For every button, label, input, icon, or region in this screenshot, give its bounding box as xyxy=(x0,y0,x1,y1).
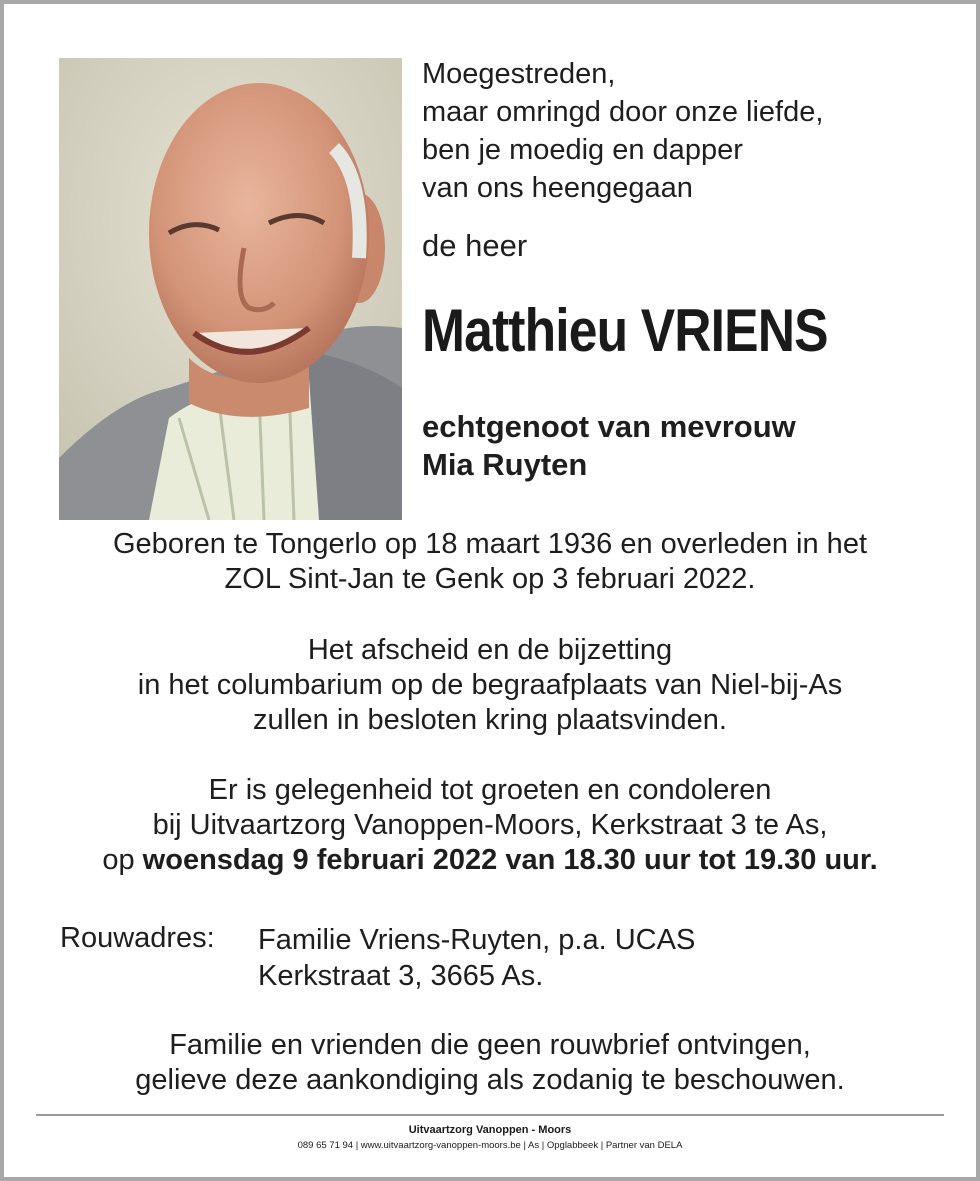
closing-note xyxy=(40,1028,940,1098)
birth-death-info xyxy=(40,527,940,597)
mourning-address xyxy=(258,922,695,994)
visitation-prefix: op xyxy=(102,844,143,876)
farewell-line: Het afscheid en de bijzetting xyxy=(307,634,673,666)
closing-line: gelieve deze aankondiging als zodanig te beschouwen. xyxy=(135,1064,845,1096)
poem-line: ben je moedig en dapper xyxy=(422,134,743,166)
poem-line: van ons heengegaan xyxy=(422,172,693,204)
visitation-info xyxy=(40,773,940,878)
honorific: de heer xyxy=(422,228,528,263)
farewell-line: zullen in besloten kring plaatsvinden. xyxy=(253,704,727,736)
death-line: ZOL Sint-Jan te Genk op 3 februari 2022. xyxy=(224,563,756,595)
visitation-line: Er is gelegenheid tot groeten en condoleren xyxy=(208,774,772,806)
footer-contact: 089 65 71 94 | www.uitvaartzorg-vanoppen-moors.be | As | Opglabbeek | Partner van DELA xyxy=(297,1140,683,1151)
address-line: Familie Vriens-Ruyten, p.a. UCAS xyxy=(258,924,696,956)
closing-line: Familie en vrienden die geen rouwbrief ontvingen, xyxy=(169,1029,811,1061)
poem xyxy=(422,55,942,207)
address-label: Rouwadres: xyxy=(60,922,215,954)
spouse-name: Mia Ruyten xyxy=(422,447,588,482)
spouse-line: echtgenoot van mevrouw xyxy=(422,409,796,444)
birth-line: Geboren te Tongerlo op 18 maart 1936 en overleden in het xyxy=(113,528,867,560)
portrait-photo xyxy=(59,58,402,520)
poem-line: Moegestreden, xyxy=(422,58,616,90)
deceased-name: Matthieu VRIENS xyxy=(422,297,828,364)
visitation-line xyxy=(40,843,940,878)
spouse-info xyxy=(422,408,796,484)
footer-divider xyxy=(36,1114,944,1116)
poem-line: maar omringd door onze liefde, xyxy=(422,96,824,128)
visitation-datetime: woensdag 9 februari 2022 van 18.30 uur tot 19.30 uur. xyxy=(142,844,878,876)
footer-company-name: Uitvaartzorg Vanoppen - Moors xyxy=(408,1124,572,1136)
visitation-line: bij Uitvaartzorg Vanoppen-Moors, Kerkstraat 3 te As, xyxy=(152,809,828,841)
address-line: Kerkstraat 3, 3665 As. xyxy=(258,960,544,992)
farewell-info xyxy=(40,633,940,738)
farewell-line: in het columbarium op de begraafplaats van Niel-bij-As xyxy=(137,669,843,701)
